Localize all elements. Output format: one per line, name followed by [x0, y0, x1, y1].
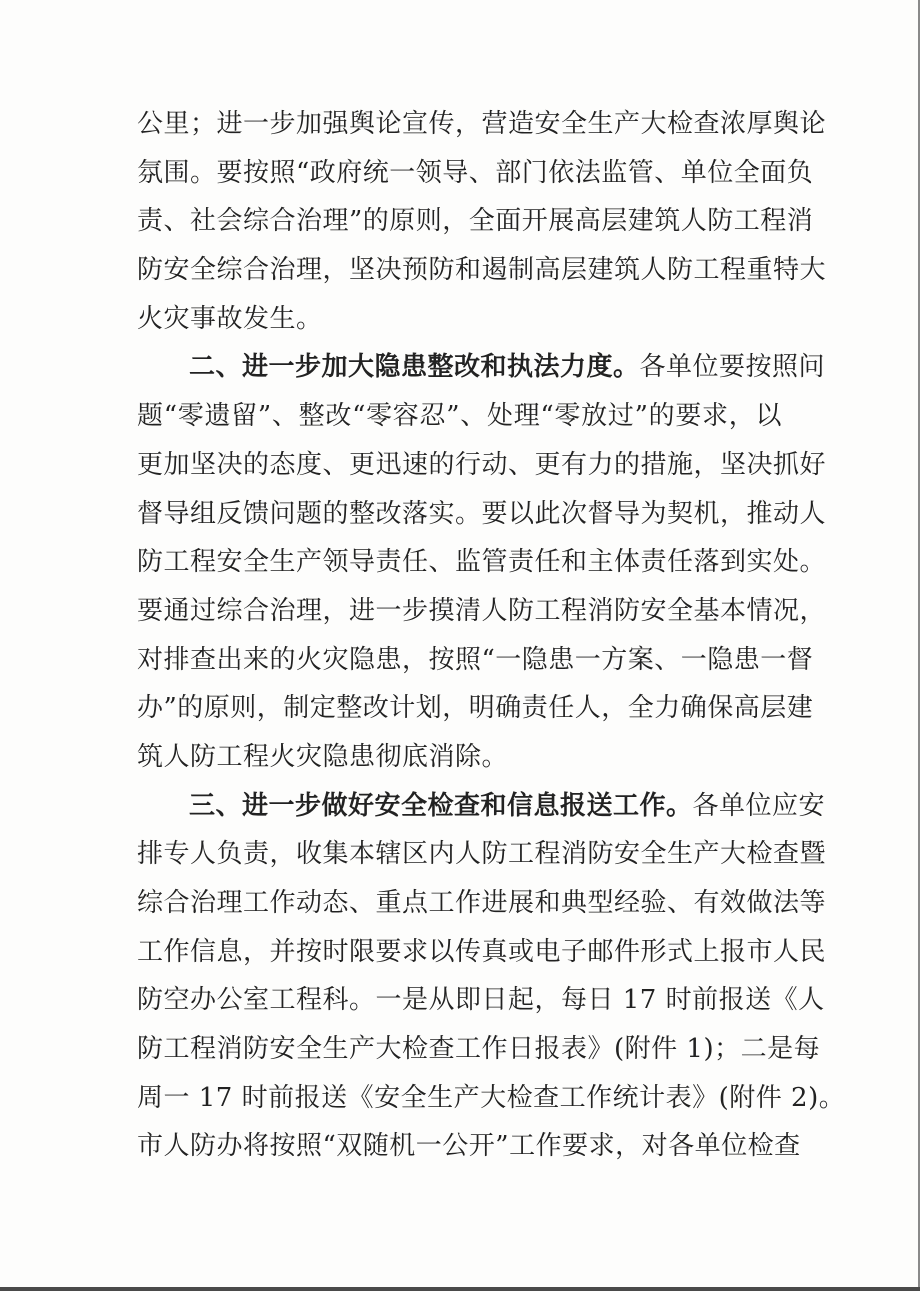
text-line: 市人防办将按照“双随机一公开”工作要求，对各单位检查 [137, 1131, 801, 1162]
text-line: 工作信息，并按时限要求以传真或电子邮件形式上报市人民 [137, 936, 827, 967]
text-run: 各单位要按照问 [639, 352, 826, 383]
text-line: 公里；进一步加强舆论宣传，营造安全生产大检查浓厚舆论 [137, 109, 827, 139]
text-line: 防安全综合治理，坚决预防和遏制高层建筑人防工程重特大 [137, 255, 827, 286]
scan-edge-bottom [0, 1287, 920, 1291]
text-line: 防空办公室工程科。一是从即日起，每日 17 时前报送《人 [137, 985, 825, 1016]
text-line: 对排查出来的火灾隐患，按照“一隐患一方案、一隐患一督 [137, 644, 814, 675]
text-line: 办”的原则，制定整改计划，明确责任人，全力确保高层建 [137, 693, 814, 724]
text-line: 周一 17 时前报送《安全生产大检查工作统计表》(附件 2)。 [137, 1082, 846, 1113]
text-line: 筑人防工程火灾隐患彻底消除。 [137, 741, 509, 772]
text-line: 要通过综合治理，进一步摸清人防工程消防安全基本情况， [137, 595, 827, 626]
text-line: 综合治理工作动态、重点工作进展和典型经验、有效做法等 [137, 888, 827, 918]
text-line: 责、社会综合治理”的原则，全面开展高层建筑人防工程消 [137, 206, 814, 237]
text-line [137, 343, 826, 392]
text-line: 火灾事故发生。 [137, 303, 323, 334]
text-line: 排专人负责，收集本辖区内人防工程消防安全生产大检查暨 [137, 839, 827, 870]
text-line: 防工程消防安全生产大检查工作日报表》(附件 1)；二是每 [137, 1034, 821, 1065]
text-line: 防工程安全生产领导责任、监管责任和主体责任落到实处。 [137, 547, 827, 578]
text-line: 督导组反馈问题的整改落实。要以此次督导为契机，推动人 [137, 498, 827, 529]
section-heading: 三、进一步做好安全检查和信息报送工作。 [189, 790, 693, 821]
document-body [137, 100, 846, 1171]
text-line: 题“零遗留”、整改“零容忍”、处理“零放过”的要求，以 [137, 401, 782, 432]
text-line [137, 782, 826, 831]
text-line: 更加坚决的态度、更迅速的行动、更有力的措施，坚决抓好 [137, 449, 827, 480]
paragraph-2 [137, 343, 827, 781]
paragraph-3 [137, 782, 846, 1172]
text-run: 各单位应安 [692, 790, 826, 821]
section-heading: 二、进一步加大隐患整改和执法力度。 [189, 352, 640, 383]
paragraph-1 [137, 100, 827, 343]
text-line: 氛围。要按照“政府统一领导、部门依法监管、单位全面负 [137, 157, 814, 188]
